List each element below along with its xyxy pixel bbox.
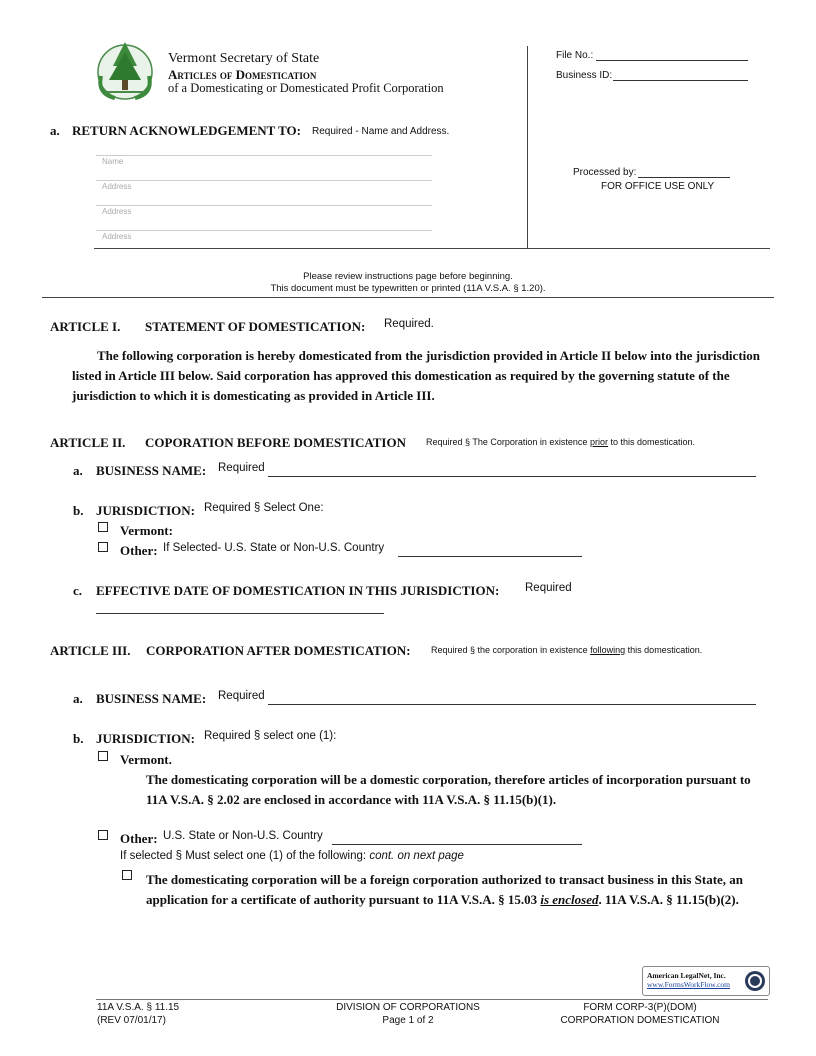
a2-vermont-label: Vermont: [120, 523, 173, 538]
a3-vermont-label: Vermont. [120, 752, 172, 767]
business-id-label: Business ID: [556, 70, 613, 81]
a2-other-field[interactable] [398, 556, 582, 557]
footer-right [550, 1001, 730, 1027]
file-no-label: File No.: [556, 50, 594, 61]
a3-foreign-post: . 11A V.S.A. § 11.15(b)(2). [598, 892, 739, 907]
vermont-seal-icon [93, 36, 157, 102]
a3-jurisdiction-label: JURISDICTION: [96, 731, 195, 746]
a2-other-checkbox[interactable] [98, 542, 108, 552]
article1-number: ARTICLE I. [50, 319, 121, 334]
a3-foreign-enclosed: is enclosed [540, 892, 599, 907]
a3-a-letter: a. [73, 691, 83, 706]
article2-number: ARTICLE II. [50, 435, 126, 450]
name-placeholder: Name [102, 157, 124, 166]
footer-left [97, 1001, 179, 1027]
article3-note-following: following [590, 645, 626, 655]
article3-note-post: this domestication. [627, 645, 703, 655]
return-ack-letter: a. [50, 123, 60, 138]
processed-by-field[interactable] [638, 177, 730, 178]
a2-business-name-field[interactable] [268, 476, 756, 477]
address3-placeholder: Address [102, 232, 132, 241]
a3-jurisdiction-required: Required § select one (1): [204, 730, 337, 742]
instructions-line1: Please review instructions page before beginning. [303, 271, 513, 282]
instructions [0, 271, 816, 295]
address1-field[interactable] [96, 205, 432, 206]
a3-vermont-checkbox[interactable] [98, 751, 108, 761]
instructions-divider [42, 297, 774, 298]
file-no-field[interactable] [596, 60, 748, 61]
return-ack-title: RETURN ACKNOWLEDGEMENT TO: [72, 123, 301, 138]
a2-other-label: Other: [120, 543, 158, 558]
legalnet-url[interactable]: www.FormsWorkFlow.com [647, 980, 731, 989]
a2-effective-date-label: EFFECTIVE DATE OF DOMESTICATION IN THIS JURISDICTION: [96, 583, 500, 598]
footer-division: DIVISION OF CORPORATIONS [336, 1002, 480, 1013]
a3-business-name-label: BUSINESS NAME: [96, 691, 207, 706]
a2-c-letter: c. [73, 583, 83, 598]
article1-body: The following corporation is hereby domesticated from the jurisdiction provided in Article II below into the jurisdiction listed in Article III below. Said corporation has approved this domestication as required by the governing statute of the jurisdiction to which it is domesticating as provided in Article III. [72, 348, 760, 403]
footer-divider [96, 999, 768, 1000]
a3-foreign-text [146, 870, 770, 910]
a3-cont-next-page: cont. on next page [369, 850, 464, 862]
footer-center [308, 1001, 508, 1027]
a3-vermont-text: The domesticating corporation will be a domestic corporation, therefore articles of incorporation pursuant to 11A V.S.A. § 2.02 are enclosed in accordance with 11A V.S.A. § 11.15(b)(1). [146, 772, 751, 807]
a2-effective-date-required: Required [525, 582, 572, 594]
a3-other-checkbox[interactable] [98, 830, 108, 840]
legalnet-logo-icon [744, 970, 766, 992]
article3-note [431, 645, 702, 655]
footer-page-number: Page 1 of 2 [382, 1015, 434, 1026]
a3-if-selected [120, 850, 464, 862]
article2-title: COPORATION BEFORE DOMESTICATION [145, 435, 406, 450]
name-field[interactable] [96, 180, 432, 181]
a2-other-note: If Selected- U.S. State or Non-U.S. Country [163, 542, 385, 554]
a3-other-label: Other: [120, 831, 158, 846]
article2-note-pre: Required § The Corporation in existence [426, 437, 588, 447]
a3-business-name-required: Required [218, 690, 265, 702]
address1-placeholder: Address [102, 182, 132, 191]
article3-title: CORPORATION AFTER DOMESTICATION: [146, 643, 411, 658]
a3-other-field[interactable] [332, 844, 582, 845]
agency-name: Vermont Secretary of State [168, 51, 320, 66]
article2-note-prior: prior [589, 437, 608, 447]
a2-jurisdiction-label: JURISDICTION: [96, 503, 195, 518]
article2-note [426, 437, 695, 447]
address2-placeholder: Address [102, 207, 132, 216]
a2-business-name-required: Required [218, 462, 265, 474]
a2-b-letter: b. [73, 503, 84, 518]
form-subtitle: of a Domesticating or Domesticated Profit Corporation [168, 81, 444, 95]
a2-effective-date-field[interactable] [96, 613, 384, 614]
article1-required: Required. [384, 318, 434, 330]
a3-if-selected-text: If selected § Must select one (1) of the following: [120, 850, 367, 862]
address2-field[interactable] [96, 230, 432, 231]
business-id-field[interactable] [613, 80, 748, 81]
a3-other-note: U.S. State or Non-U.S. Country [163, 830, 323, 842]
a3-foreign-checkbox[interactable] [122, 870, 132, 880]
legalnet-badge[interactable] [642, 966, 770, 996]
a2-jurisdiction-required: Required § Select One: [204, 502, 324, 514]
legalnet-name: American LegalNet, Inc. [647, 971, 726, 980]
article3-note-pre: Required § the corporation in existence [431, 645, 588, 655]
a3-b-letter: b. [73, 731, 84, 746]
form-title: Articles of Domestication [168, 67, 317, 82]
footer-revision: (REV 07/01/17) [97, 1015, 166, 1026]
a2-a-letter: a. [73, 463, 83, 478]
return-ack-note: Required - Name and Address. [312, 126, 450, 137]
instructions-line2: This document must be typewritten or printed (11A V.S.A. § 1.20). [270, 283, 546, 294]
article2-note-post: to this domestication. [610, 437, 696, 447]
processed-by-label: Processed by: [573, 167, 637, 178]
a3-foreign-pre: The domesticating corporation will be a foreign corporation authorized to transact business in this State, an application for a certificate of authority pursuant to 11A V.S.A. § 15.03 [146, 872, 744, 907]
footer-form-name: CORPORATION DOMESTICATION [560, 1015, 720, 1026]
footer-form-number: FORM CORP-3(P)(DOM) [583, 1002, 697, 1013]
a2-business-name-label: BUSINESS NAME: [96, 463, 207, 478]
footer-statute: 11A V.S.A. § 11.15 [97, 1002, 180, 1013]
article1-title: STATEMENT OF DOMESTICATION: [145, 319, 366, 334]
header-divider [94, 248, 770, 249]
a3-business-name-field[interactable] [268, 704, 756, 705]
a2-vermont-checkbox[interactable] [98, 522, 108, 532]
office-use-label: FOR OFFICE USE ONLY [601, 181, 715, 192]
article3-number: ARTICLE III. [50, 643, 131, 658]
